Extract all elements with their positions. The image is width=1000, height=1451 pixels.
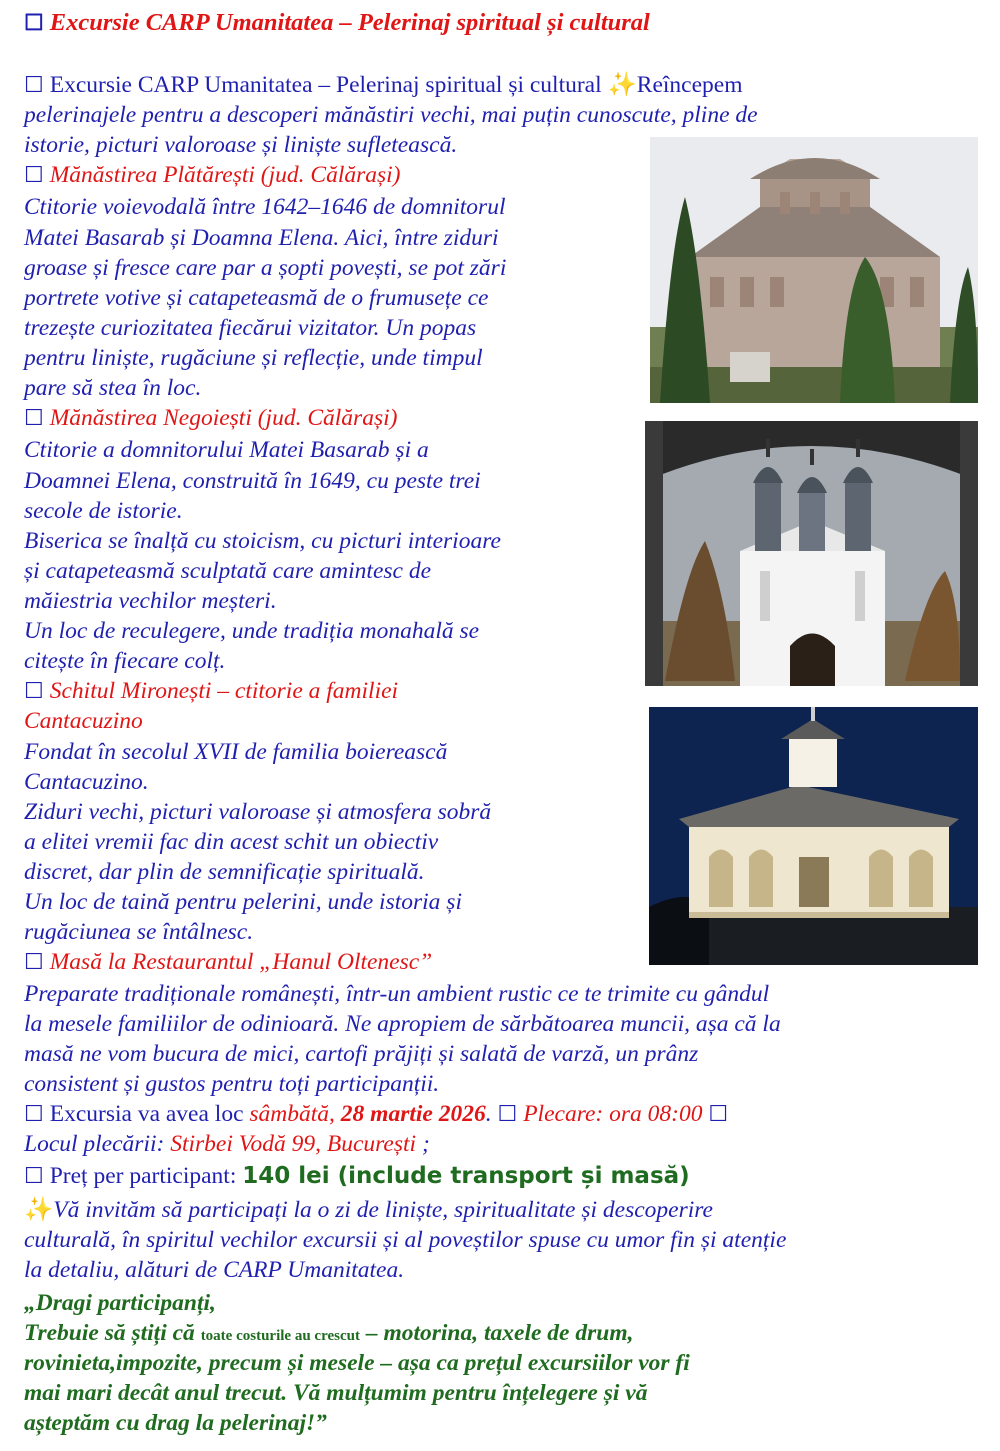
sparkle-icon: ✨ (24, 1197, 54, 1223)
section-text: a elitei vremii fac din acest schit un obiectiv (24, 829, 439, 855)
section-text: la mesele familiilor de odinioară. Ne apropiem de sărbătoarea muncii, așa că la (24, 1011, 781, 1037)
departure-location: Stirbei Vodă 99, București (170, 1131, 417, 1157)
invitation-line-3: la detaliu, alături de CARP Umanitatea. (24, 1257, 405, 1283)
section-text: Fondat în secolul XVII de familia boierească (24, 739, 448, 765)
intro-line-1: ☐ Excursie CARP Umanitatea – Pelerinaj spiritual și cultural ✨Reîncepem (24, 72, 743, 98)
closing-line-1: Trebuie să știți că toate costurile au crescut – motorina, taxele de drum, (24, 1320, 634, 1346)
section-text: Ctitorie a domnitorului Matei Basarab și a (24, 437, 429, 463)
invitation-line-1: ✨Vă invităm să participați la o zi de liniște, spiritualitate și descoperire (24, 1197, 713, 1223)
section-text: Ziduri vechi, picturi valoroase și atmosfera sobră (24, 799, 492, 825)
checkbox-icon: ☐ (708, 1101, 729, 1126)
checkbox-icon: ☐ (24, 10, 44, 35)
closing-line-3: mai mari decât anul trecut. Vă mulțumim pentru înțelegere și vă (24, 1380, 648, 1406)
section-text: masă ne vom bucura de mici, cartofi prăjiți și salată de varză, un prânz (24, 1041, 699, 1067)
photo-schitul-mironesti (649, 707, 978, 965)
checkbox-icon: ☐ (24, 72, 44, 97)
checkbox-icon: ☐ (24, 162, 44, 187)
section-text: secole de istorie. (24, 498, 183, 524)
section-text: Preparate tradiționale românești, într-un ambient rustic ce te trimite cu gândul (24, 981, 770, 1007)
section-text: groase și fresce care par a șopti povești, se pot zări (24, 255, 507, 281)
checkbox-icon: ☐ (24, 949, 44, 974)
intro-line-2: pelerinajele pentru a descoperi mănăstiri vechi, mai puțin cunoscute, pline de (24, 102, 758, 128)
checkbox-icon: ☐ (24, 1101, 44, 1126)
section-text: rugăciunea se întâlnesc. (24, 919, 254, 945)
intro-line-3: istorie, picturi valoroase și liniște sufletească. (24, 132, 458, 158)
section-text: Un loc de reculegere, unde tradiția monahală se (24, 618, 480, 644)
section-text: consistent și gustos pentru toți participanții. (24, 1071, 440, 1097)
section-text: și catapeteasmă sculptată care amintesc de (24, 558, 432, 584)
section-text: trezește curiozitatea fiecărui vizitator. Un popas (24, 315, 477, 341)
section-text: Doamnei Elena, construită în 1649, cu peste trei (24, 468, 481, 494)
closing-line-4: așteptăm cu drag la pelerinaj!” (24, 1410, 327, 1436)
section-text: pare să stea în loc. (24, 375, 202, 401)
closing-line-2: rovinieta,impozite, precum și mesele – așa ca prețul excursiilor vor fi (24, 1350, 690, 1376)
closing-greeting: „Dragi participanți, (24, 1290, 216, 1316)
checkbox-icon: ☐ (24, 405, 44, 430)
section-heading-restaurant: ☐ Masă la Restaurantul „Hanul Oltenesc” (24, 949, 433, 975)
section-text: Matei Basarab și Doamna Elena. Aici, între ziduri (24, 225, 499, 251)
section-text: Cantacuzino. (24, 769, 149, 795)
checkbox-icon: ☐ (497, 1101, 518, 1126)
sparkle-icon: ✨ (607, 72, 637, 98)
page-title: ☐ Excursie CARP Umanitatea – Pelerinaj spiritual și cultural (24, 9, 650, 36)
section-heading-negoiesti: ☐ Mănăstirea Negoiești (jud. Călărași) (24, 405, 398, 431)
section-text: pentru liniște, rugăciune și reflecție, unde timpul (24, 345, 483, 371)
photo-manastirea-plataresti (650, 137, 978, 403)
photo-manastirea-negoiesti (645, 421, 978, 686)
section-heading-mironesti: ☐ Schitul Mironești – ctitorie a familiei (24, 678, 399, 704)
trip-date: 28 martie 2026 (340, 1101, 486, 1127)
section-text: Un loc de taină pentru pelerini, unde istoria și (24, 889, 462, 915)
departure-location-line: Locul plecării: Stirbei Vodă 99, București ; (24, 1131, 430, 1157)
checkbox-icon: ☐ (24, 678, 44, 703)
trip-date-line: ☐ Excursia va avea loc sâmbătă, 28 martie 2026. ☐ Plecare: ora 08:00 ☐ (24, 1101, 729, 1127)
section-heading-plataresti: ☐ Mănăstirea Plătărești (jud. Călărași) (24, 162, 401, 188)
price-value: 140 lei (include transport și masă) (242, 1163, 690, 1189)
section-text: Biserica se înalță cu stoicism, cu picturi interioare (24, 528, 501, 554)
invitation-line-2: culturală, în spiritul vechilor excursii și al poveștilor spuse cu umor fin și atenție (24, 1227, 787, 1253)
section-heading-mironesti-cont: Cantacuzino (24, 708, 143, 734)
departure-time: Plecare: ora 08:00 (523, 1101, 703, 1127)
checkbox-icon: ☐ (24, 1163, 44, 1188)
section-text: portrete votive și catapeteasmă de o frumusețe ce (24, 285, 489, 311)
section-text: Ctitorie voievodală între 1642–1646 de domnitorul (24, 194, 506, 220)
section-text: discret, dar plin de semnificație spirituală. (24, 859, 425, 885)
section-text: citește în fiecare colț. (24, 648, 226, 674)
price-line: ☐ Preț per participant: 140 lei (include transport și masă) (24, 1163, 690, 1189)
section-text: măiestria vechilor meșteri. (24, 588, 277, 614)
